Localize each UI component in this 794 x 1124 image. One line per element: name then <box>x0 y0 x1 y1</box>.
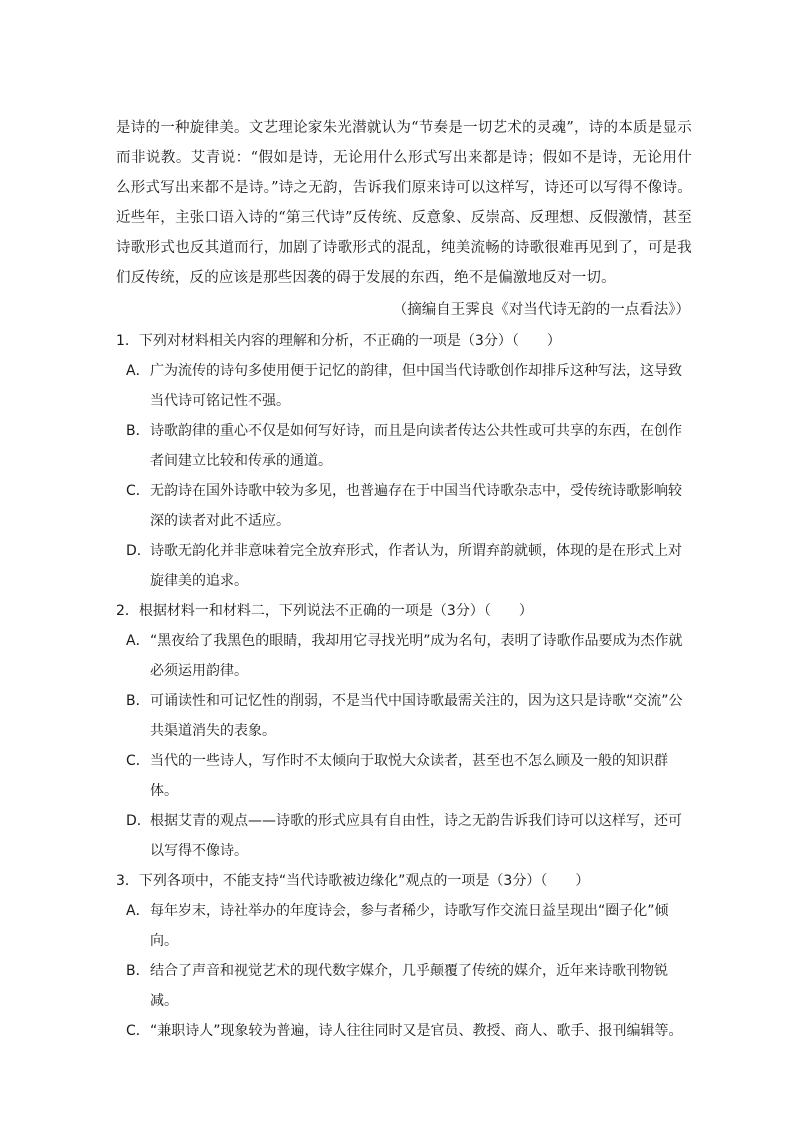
option-text: 根据艾青的观点——诗歌的形式应具有自由性，诗之无韵告诉我们诗可以这样写，还可以写得不像诗。 <box>150 813 682 859</box>
option-letter: A． <box>126 363 150 379</box>
option-letter: B． <box>126 963 150 979</box>
option-text: 当代的一些诗人，写作时不太倾向于取悦大众读者，甚至也不怎么顾及一般的知识群体。 <box>150 753 668 799</box>
option-letter: A． <box>126 633 150 649</box>
option-a <box>116 626 692 686</box>
option-letter: D． <box>126 813 151 829</box>
question-1 <box>116 326 692 596</box>
option-b <box>116 416 692 476</box>
option-text: 诗歌韵律的重心不仅是如何写好诗，而且是向读者传达公共性或可共享的东西，在创作者间建立比较和传承的通道。 <box>150 423 682 469</box>
option-text: 结合了声音和视觉艺术的现代数字媒介，几乎颠覆了传统的媒介，近年来诗歌刊物锐减。 <box>150 963 668 1009</box>
option-text: “兼职诗人”现象较为普遍，诗人往往同时又是官员、教授、商人、歌手、报刊编辑等。 <box>150 1023 683 1039</box>
question-stem: 1．下列对材料相关内容的理解和分析，不正确的一项是（3分）（ ） <box>116 333 561 349</box>
option-b <box>116 956 692 1016</box>
option-text: 无韵诗在国外诗歌中较为多见，也普遍存在于中国当代诗歌杂志中，受传统诗歌影响较深的读者对此不适应。 <box>150 483 682 529</box>
option-d <box>116 806 692 866</box>
option-text: 每年岁末，诗社举办的年度诗会，参与者稀少，诗歌写作交流日益呈现出“圈子化”倾向。 <box>150 903 669 949</box>
option-letter: C． <box>126 753 150 769</box>
option-b <box>116 686 692 746</box>
option-text: “黑夜给了我黑色的眼睛，我却用它寻找光明”成为名句，表明了诗歌作品要成为杰作就必须运用韵律。 <box>150 633 683 679</box>
option-letter: C． <box>126 483 150 499</box>
question-2 <box>116 596 692 866</box>
option-c <box>116 1016 692 1046</box>
passage-text: 是诗的一种旋律美。文艺理论家朱光潜就认为“节奏是一切艺术的灵魂”，诗的本质是显示而非说教。艾青说：“假如是诗，无论用什么形式写出来都是诗；假如不是诗，无论用什么形式写出来都不是诗。”诗之无韵，告诉我们原来诗可以这样写，诗还可以写得不像诗。近些年，主张口语入诗的“第三代诗”反传统、反意象、反崇高、反理想、反假激情，甚至诗歌形式也反其道而行，加剧了诗歌形式的混乱，纯美流畅的诗歌很难再见到了，可是我们反传统，反的应该是那些因袭的碍于发展的东西，绝不是偏激地反对一切。 <box>116 120 692 286</box>
option-c <box>116 746 692 806</box>
option-letter: B． <box>126 693 150 709</box>
option-text: 可诵读性和可记忆性的削弱，不是当代中国诗歌最需关注的，因为这只是诗歌“交流”公共渠道消失的表象。 <box>150 693 683 739</box>
option-d <box>116 536 692 596</box>
option-text: 广为流传的诗句多使用便于记忆的韵律，但中国当代诗歌创作却排斥这种写法，这导致当代诗可铭记性不强。 <box>150 363 682 409</box>
passage-source: （摘编自王霁良《对当代诗无韵的一点看法》） <box>392 302 690 318</box>
option-letter: A． <box>126 903 150 919</box>
option-text: 诗歌无韵化并非意味着完全放弃形式，作者认为，所谓弃韵就顿，体现的是在形式上对旋律美的追求。 <box>150 543 682 589</box>
option-letter: C． <box>126 1023 150 1039</box>
option-letter: B． <box>126 423 150 439</box>
option-a <box>116 896 692 956</box>
question-list <box>116 326 692 1046</box>
question-3 <box>116 866 692 1046</box>
option-a <box>116 356 692 416</box>
question-stem: 2．根据材料一和材料二，下列说法不正确的一项是（3分）（ ） <box>116 603 533 619</box>
option-letter: D． <box>126 543 151 559</box>
question-stem: 3．下列各项中，不能支持“当代诗歌被边缘化”观点的一项是（3分）（ ） <box>116 873 590 889</box>
option-c <box>116 476 692 536</box>
